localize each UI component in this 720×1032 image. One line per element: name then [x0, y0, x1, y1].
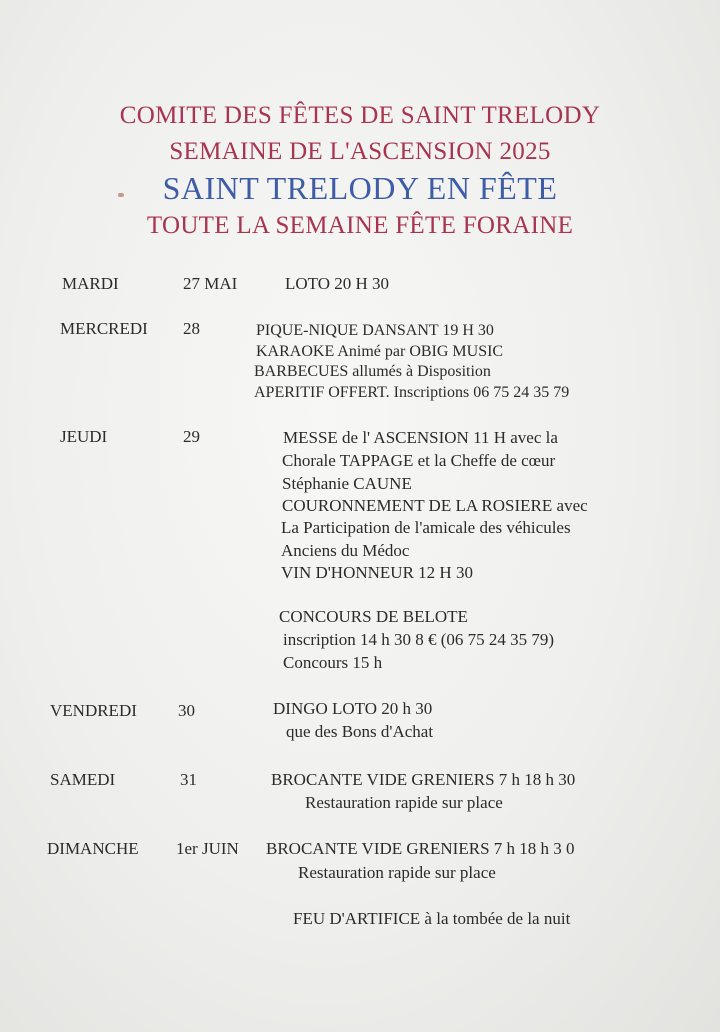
- date-label: 1er JUIN: [176, 839, 239, 858]
- day-label: JEUDI: [60, 427, 108, 446]
- event-line: COURONNEMENT DE LA ROSIERE avec: [282, 496, 588, 515]
- header-week: SEMAINE DE L'ASCENSION 2025: [169, 138, 551, 165]
- event-line: DINGO LOTO 20 h 30: [273, 699, 433, 718]
- event-line: CONCOURS DE BELOTE: [279, 607, 468, 626]
- event-line: La Participation de l'amicale des véhicules: [281, 518, 571, 537]
- event-line: Restauration rapide sur place: [298, 863, 496, 882]
- date-label: 29: [183, 427, 200, 446]
- event-line: Stéphanie CAUNE: [282, 474, 412, 493]
- date-label: 27 MAI: [183, 274, 238, 293]
- event-line: BROCANTE VIDE GRENIERS 7 h 18 h 3 0: [266, 839, 575, 858]
- day-label: SAMEDI: [50, 770, 116, 789]
- event-line: MESSE de l' ASCENSION 11 H avec la: [283, 428, 558, 447]
- event-line: LOTO 20 H 30: [285, 274, 390, 293]
- day-label: MERCREDI: [60, 319, 148, 338]
- header-committee: COMITE DES FÊTES DE SAINT TRELODY: [119, 102, 601, 129]
- header-title: SAINT TRELODY EN FÊTE: [162, 170, 558, 206]
- event-line: BROCANTE VIDE GRENIERS 7 h 18 h 30: [271, 770, 576, 789]
- event-line: Chorale TAPPAGE et la Cheffe de cœur: [282, 451, 556, 470]
- day-label: VENDREDI: [50, 701, 137, 720]
- date-label: 31: [180, 770, 197, 789]
- event-line: VIN D'HONNEUR 12 H 30: [281, 563, 473, 582]
- fireworks-line: FEU D'ARTIFICE à la tombée de la nuit: [293, 909, 571, 928]
- day-label: MARDI: [62, 274, 119, 293]
- event-line: APERITIF OFFERT. Inscriptions 06 75 24 35 79: [254, 384, 570, 401]
- day-label: DIMANCHE: [47, 839, 139, 858]
- event-line: que des Bons d'Achat: [286, 722, 434, 741]
- event-line: BARBECUES allumés à Disposition: [254, 363, 491, 380]
- event-line: inscription 14 h 30 8 € (06 75 24 35 79): [283, 630, 555, 649]
- header-funfair: TOUTE LA SEMAINE FÊTE FORAINE: [146, 212, 574, 239]
- event-line: Restauration rapide sur place: [305, 793, 503, 812]
- event-line: Anciens du Médoc: [281, 541, 410, 560]
- event-line: Concours 15 h: [283, 653, 383, 672]
- event-line: PIQUE-NIQUE DANSANT 19 H 30: [256, 322, 494, 339]
- date-label: 30: [178, 701, 195, 720]
- date-label: 28: [183, 319, 200, 338]
- event-line: KARAOKE Animé par OBIG MUSIC: [256, 343, 504, 360]
